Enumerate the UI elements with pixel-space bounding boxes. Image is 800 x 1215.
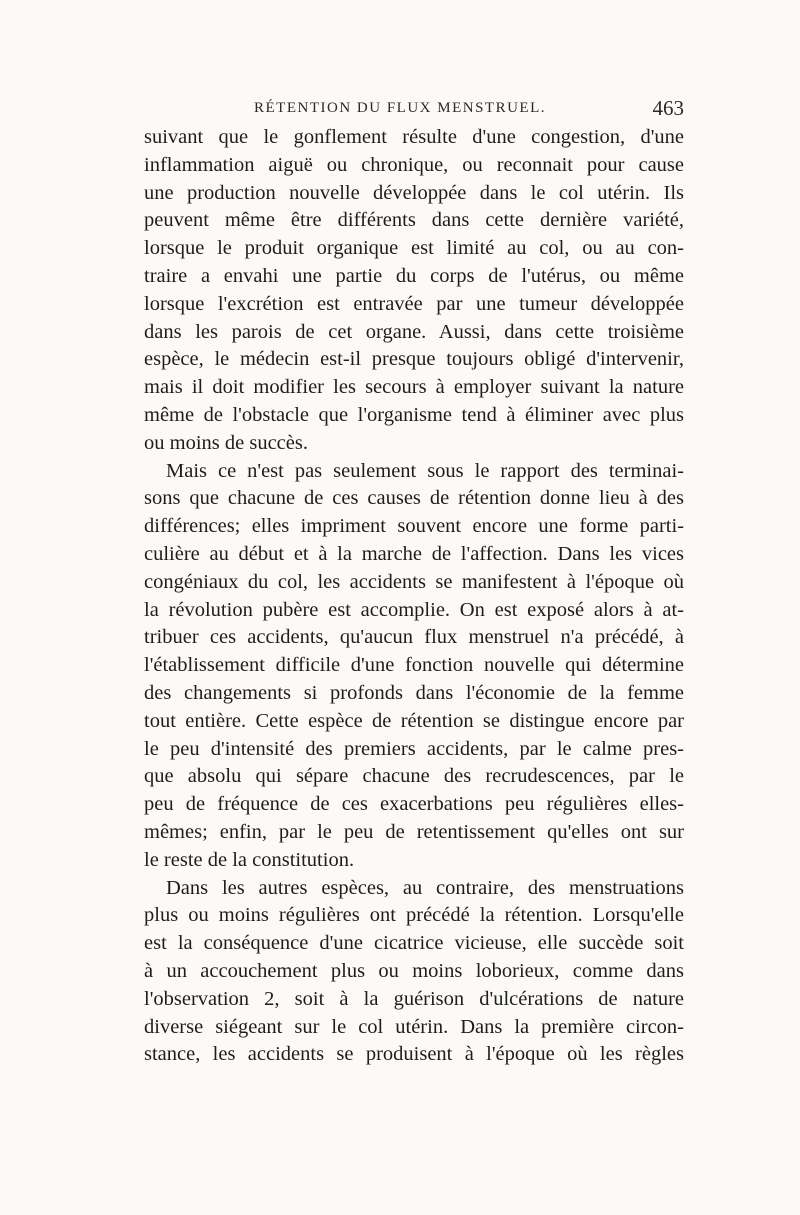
text-line: suivant que le gonflement résulte d'une congestion, d'une (144, 126, 684, 148)
text-line: la révolution pubère est accomplie. On est exposé alors à at- (144, 598, 684, 621)
text-line: congéniaux du col, les accidents se manifestent à l'époque où (144, 570, 684, 593)
text-line: mais il doit modifier les secours à employer suivant la nature (144, 376, 684, 399)
paragraph-1 (144, 124, 684, 458)
text-line: dans les parois de cet organe. Aussi, dans cette troisième (144, 320, 684, 343)
text-line: même de l'obstacle que l'organisme tend à éliminer avec plus (144, 403, 684, 426)
text-line: est la conséquence d'une cicatrice vicieuse, elle succède soit (144, 932, 684, 955)
text-line: différences; elles impriment souvent encore une forme parti- (144, 515, 684, 538)
text-line: sons que chacune de ces causes de rétention donne lieu à des (144, 487, 684, 510)
text-line: à un accouchement plus ou moins loborieux, comme dans (144, 959, 684, 982)
text-line: tout entière. Cette espèce de rétention se distingue encore par (144, 709, 684, 732)
text-line: l'observation 2, soit à la guérison d'ulcérations de nature (144, 987, 684, 1010)
text-line: diverse siégeant sur le col utérin. Dans la première circon- (144, 1015, 684, 1038)
paragraph-3 (144, 875, 684, 1070)
text-line: plus ou moins régulières ont précédé la rétention. Lorsqu'elle (144, 904, 684, 927)
text-line: inflammation aiguë ou chronique, ou reconnait pour cause (144, 153, 684, 176)
body-text (144, 124, 684, 1069)
text-line: le reste de la constitution. (144, 848, 355, 871)
text-line: lorsque le produit organique est limité au col, ou au con- (144, 237, 684, 260)
text-line: peu de fréquence de ces exacerbations peu régulières elles- (144, 793, 684, 816)
text-line: que absolu qui sépare chacune des recrudescences, par le (144, 765, 684, 788)
paragraph-2 (144, 458, 684, 875)
text-line: traire a envahi une partie du corps de l'utérus, ou même (144, 264, 684, 287)
text-line: l'établissement difficile d'une fonction nouvelle qui détermine (144, 654, 684, 677)
running-header (144, 96, 684, 126)
page-number: 463 (652, 96, 684, 120)
text-line: culière au début et à la marche de l'affection. Dans les vices (144, 542, 684, 565)
text-line: stance, les accidents se produisent à l'époque où les règles (144, 1043, 684, 1066)
text-line: peuvent même être différents dans cette dernière variété, (144, 209, 684, 232)
text-line: le peu d'intensité des premiers accidents, par le calme pres- (144, 737, 684, 760)
text-line: ou moins de succès. (144, 431, 308, 454)
text-line: lorsque l'excrétion est entravée par une tumeur développée (144, 292, 684, 315)
text-line: des changements si profonds dans l'économie de la femme (144, 681, 684, 704)
text-line: espèce, le médecin est-il presque toujours obligé d'intervenir, (144, 348, 684, 371)
text-line: Mais ce n'est pas seulement sous le rapport des terminai- (166, 459, 684, 482)
text-line: une production nouvelle développée dans le col utérin. Ils (144, 181, 684, 204)
text-line: mêmes; enfin, par le peu de retentissement qu'elles ont sur (144, 820, 684, 843)
text-line: Dans les autres espèces, au contraire, des menstruations (166, 876, 684, 899)
running-header-title: RÉTENTION DU FLUX MENSTRUEL. (254, 100, 546, 116)
text-line: tribuer ces accidents, qu'aucun flux menstruel n'a précédé, à (144, 626, 684, 649)
